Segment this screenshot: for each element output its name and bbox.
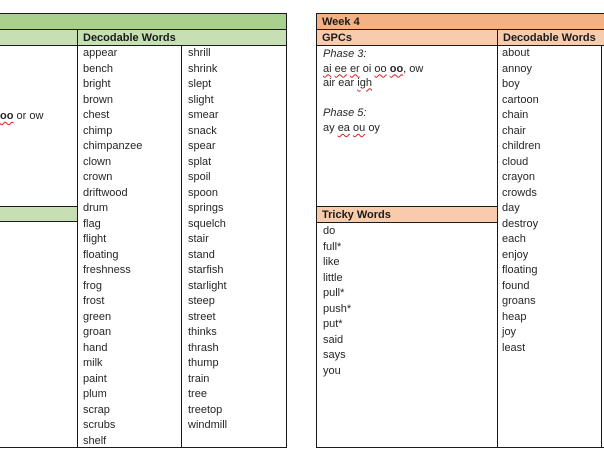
word: frog (83, 279, 102, 292)
word: boy (502, 78, 520, 90)
word: stair (188, 233, 209, 245)
tricky-word: said (323, 333, 344, 346)
tricky-word: push* (323, 302, 352, 315)
grapheme: oy (368, 122, 380, 134)
word: bench (83, 62, 113, 75)
tricky-word: full* (323, 240, 342, 253)
grapheme: ea (337, 122, 350, 134)
word: crowds (502, 186, 537, 199)
word: appear (83, 47, 118, 59)
word: crown (83, 171, 113, 183)
word: spoil (188, 171, 211, 183)
word: cloud (502, 155, 529, 168)
divider (317, 45, 604, 46)
word: slight (188, 93, 214, 106)
grapheme: oi (362, 62, 372, 75)
left-gpcs-fragment (0, 109, 43, 123)
comma: , (403, 62, 407, 75)
word: squelch (188, 217, 226, 230)
word: scrubs (83, 419, 116, 431)
word: bright (83, 78, 111, 90)
left-decodable-col1 (78, 46, 142, 449)
word: chain (502, 109, 529, 121)
tricky-word: do (323, 225, 336, 237)
word: each (502, 233, 526, 245)
word: found (502, 279, 530, 292)
word: scrap (83, 403, 110, 416)
left-gpcs-header (0, 30, 77, 45)
phase5-label: Phase 5: (323, 106, 367, 119)
tricky-word: says (323, 349, 346, 361)
word: shelf (83, 434, 107, 447)
grapheme-or-ow: or ow (16, 110, 44, 122)
tricky-words-list (318, 224, 351, 379)
word: flag (83, 217, 101, 230)
grapheme-oo: oo (0, 110, 14, 122)
left-week-title-row (0, 14, 286, 29)
grapheme: oo (389, 62, 404, 75)
word: springs (188, 202, 224, 214)
tricky-word: like (323, 256, 340, 268)
word: smear (188, 109, 219, 121)
left-tricky-words-header (0, 206, 77, 222)
grapheme: ai (323, 62, 332, 75)
word: starlight (188, 279, 227, 292)
word: chimpanzee (83, 140, 143, 152)
word: chimp (83, 124, 113, 137)
word: stand (188, 248, 215, 261)
tricky-word: put* (323, 318, 343, 330)
word: milk (83, 357, 103, 369)
left-week-table (0, 13, 287, 448)
word: snack (188, 124, 217, 137)
tricky-word: you (323, 364, 341, 377)
phase5-graphemes (323, 121, 423, 137)
right-decodable-col1 (497, 46, 541, 356)
word: driftwood (83, 186, 128, 199)
word: cartoon (502, 93, 539, 106)
word: thump (188, 357, 219, 369)
word: thrash (188, 341, 219, 354)
word: treetop (188, 403, 223, 416)
word: drum (83, 202, 109, 214)
phase3-graphemes-line1 (323, 63, 423, 76)
word: floating (502, 264, 538, 276)
word: train (188, 372, 210, 385)
word: brown (83, 93, 113, 106)
word: paint (83, 372, 107, 385)
phase3-graphemes-line2 (323, 76, 423, 91)
word: starfish (188, 264, 224, 276)
left-decodable-header: Decodable Words (78, 30, 286, 45)
word: windmill (188, 419, 228, 431)
word: plum (83, 388, 107, 400)
word: children (502, 140, 541, 152)
word: annoy (502, 62, 532, 75)
grapheme: ee (334, 62, 347, 75)
word: least (502, 341, 526, 354)
word: groan (83, 326, 112, 338)
word: crayon (502, 171, 536, 183)
tricky-words-header: Tricky Words (317, 206, 497, 223)
gpcs-content (323, 47, 423, 137)
word: steep (188, 295, 215, 307)
word: floating (83, 248, 119, 261)
column-divider (601, 45, 602, 447)
grapheme: er (349, 62, 360, 75)
gpcs-header: GPCs (317, 30, 497, 45)
word: heap (502, 310, 527, 323)
word: thinks (188, 326, 217, 338)
tricky-word: little (323, 271, 343, 284)
divider (0, 45, 286, 46)
phase3-label: Phase 3: (323, 48, 367, 60)
word: enjoy (502, 248, 529, 261)
grapheme: ou (353, 122, 366, 134)
word: flight (83, 233, 107, 245)
word: freshness (83, 264, 131, 276)
word: green (83, 310, 112, 323)
word: shrink (188, 62, 218, 75)
word: destroy (502, 217, 539, 230)
word: tree (188, 388, 207, 400)
word: chest (83, 109, 110, 121)
word: frost (83, 295, 105, 307)
grapheme: ow (409, 62, 424, 75)
spacer (323, 91, 423, 106)
left-decodable-col2 (183, 46, 227, 434)
word: hand (83, 341, 108, 354)
grapheme: air (323, 76, 336, 89)
word: splat (188, 155, 212, 168)
grapheme: oo (374, 62, 387, 75)
word: slept (188, 78, 212, 90)
word: clown (83, 155, 112, 168)
word: day (502, 202, 520, 214)
word: spoon (188, 186, 218, 199)
tricky-word: pull* (323, 287, 345, 299)
week-4-title-row: Week 4 (317, 14, 604, 29)
word: about (502, 47, 530, 59)
word: street (188, 310, 216, 323)
grapheme: igh (357, 76, 372, 89)
word: shrill (188, 47, 211, 59)
word: joy (502, 326, 517, 338)
grapheme: ay (323, 122, 335, 134)
word: chair (502, 124, 526, 137)
column-divider (181, 45, 182, 447)
word: groans (502, 295, 536, 307)
grapheme: ear (338, 76, 355, 89)
word: spear (188, 140, 216, 152)
right-decodable-header: Decodable Words (498, 30, 604, 45)
